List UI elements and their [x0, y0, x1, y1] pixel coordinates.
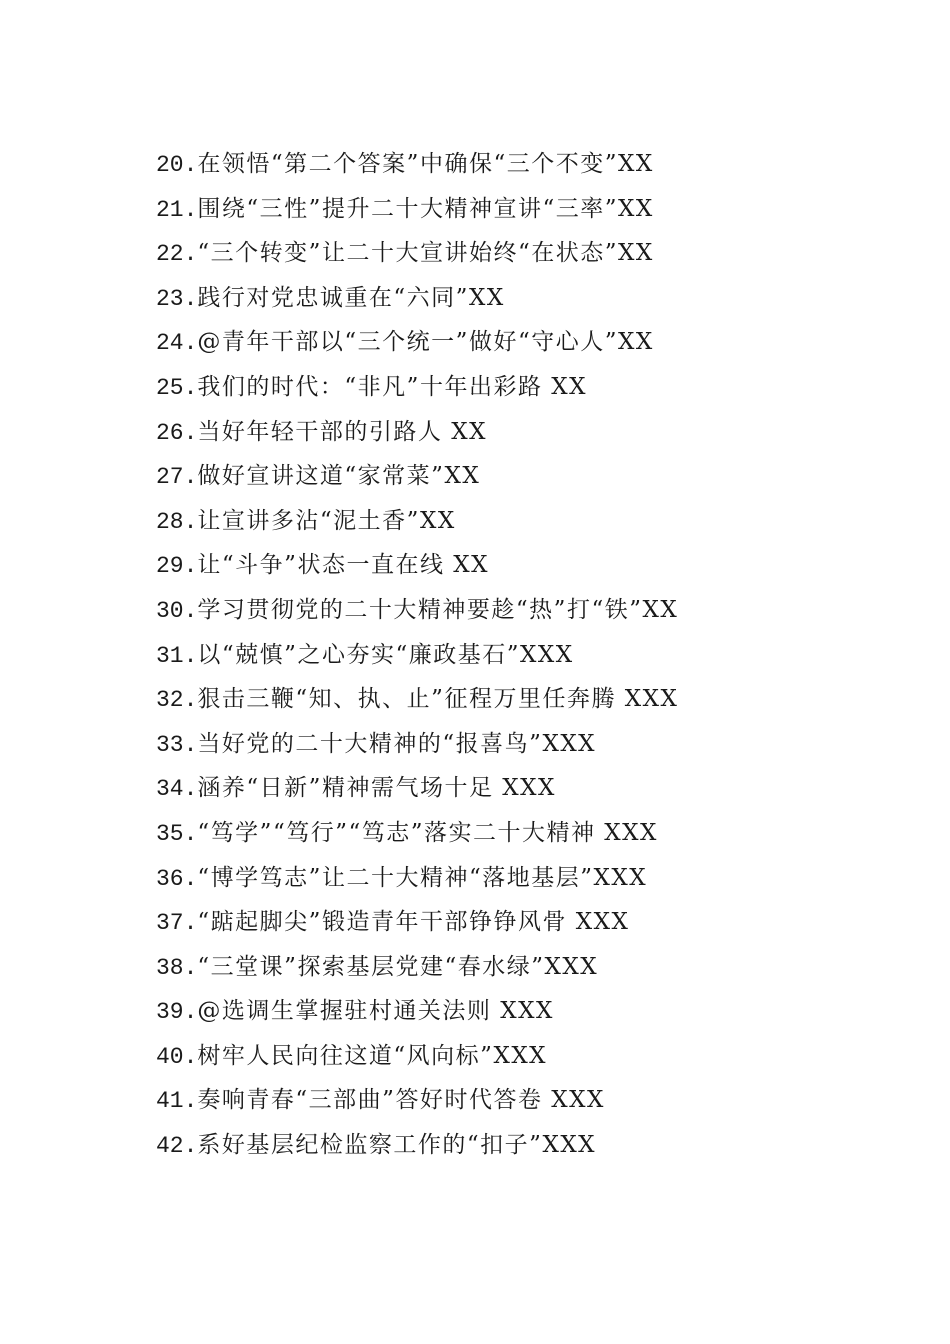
list-item [156, 900, 678, 945]
item-number: 25. [156, 374, 198, 401]
item-title: “博学笃志”让二十大精神“落地基层”XXX [197, 864, 648, 891]
title-list [156, 142, 678, 1168]
item-number: 21. [156, 196, 198, 223]
item-number: 29. [156, 553, 198, 580]
list-item [156, 320, 678, 365]
item-number: 35. [156, 820, 198, 847]
list-item [156, 231, 678, 276]
item-number: 38. [156, 954, 198, 981]
item-title: 让宣讲多沾“泥土香”XX [197, 507, 456, 534]
item-number: 30. [156, 597, 198, 624]
item-title: “三堂课”探索基层党建“春水绿”XXX [197, 953, 599, 980]
item-title: 当好年轻干部的引路人 XX [197, 418, 487, 445]
list-item [156, 945, 678, 990]
item-number: 23. [156, 285, 198, 312]
item-title: 涵养“日新”精神需气场十足 XXX [197, 775, 556, 802]
item-title: 系好基层纪检监察工作的“扣子”XXX [197, 1132, 597, 1159]
item-number: 24. [156, 330, 198, 357]
item-number: 40. [156, 1043, 198, 1070]
list-item [156, 856, 678, 901]
item-number: 34. [156, 776, 198, 803]
item-title: 树牢人民向往这道“风向标”XXX [197, 1042, 548, 1069]
list-item [156, 454, 678, 499]
item-number: 37. [156, 910, 198, 937]
list-item [156, 811, 678, 856]
item-title: 在领悟“第二个答案”中确保“三个不变”XX [197, 151, 654, 177]
item-title: 学习贯彻党的二十大精神要趁“热”打“铁”XX [197, 596, 679, 623]
item-title: 让“斗争”状态一直在线 XX [197, 552, 489, 579]
item-number: 36. [156, 865, 198, 892]
list-item [156, 1034, 678, 1079]
item-number: 28. [156, 508, 198, 535]
list-item [156, 142, 678, 187]
item-title: “笃学”“笃行”“笃志”落实二十大精神 XXX [197, 819, 658, 846]
list-item [156, 276, 678, 321]
list-item [156, 365, 678, 410]
item-number: 27. [156, 464, 198, 491]
item-title: 以“兢慎”之心夯实“廉政基石”XXX [197, 641, 574, 668]
list-item [156, 588, 678, 633]
item-number: 42. [156, 1133, 198, 1160]
item-number: 41. [156, 1088, 198, 1115]
item-title: @青年干部以“三个统一”做好“守心人”XX [197, 329, 654, 356]
item-title: @选调生掌握驻村通关法则 XXX [197, 998, 554, 1025]
item-title: 我们的时代：“非凡”十年出彩路 XX [197, 373, 587, 400]
item-title: 做好宣讲这道“家常菜”XX [197, 463, 481, 490]
list-item [156, 722, 678, 767]
list-item [156, 499, 678, 544]
list-item [156, 187, 678, 232]
item-number: 33. [156, 731, 198, 758]
list-item [156, 1078, 678, 1123]
item-title: 当好党的二十大精神的“报喜鸟”XXX [197, 730, 597, 757]
item-number: 20. [156, 152, 198, 178]
list-item [156, 543, 678, 588]
item-title: “踮起脚尖”锻造青年干部铮铮风骨 XXX [197, 909, 630, 936]
item-title: 狠击三鞭“知、执、止”征程万里任奔腾 XXX [197, 686, 679, 713]
item-number: 31. [156, 642, 198, 669]
item-number: 39. [156, 999, 198, 1026]
list-item [156, 766, 678, 811]
item-title: 践行对党忠诚重在“六同”XX [197, 284, 505, 311]
list-item [156, 1123, 678, 1168]
list-item [156, 677, 678, 722]
item-number: 26. [156, 419, 198, 446]
item-title: 围绕“三性”提升二十大精神宣讲“三率”XX [197, 195, 654, 222]
item-number: 32. [156, 687, 198, 714]
list-item [156, 410, 678, 455]
list-item [156, 633, 678, 678]
item-title: “三个转变”让二十大宣讲始终“在状态”XX [197, 240, 654, 267]
item-title: 奏响青春“三部曲”答好时代答卷 XXX [197, 1087, 605, 1114]
list-item [156, 989, 678, 1034]
item-number: 22. [156, 241, 198, 268]
